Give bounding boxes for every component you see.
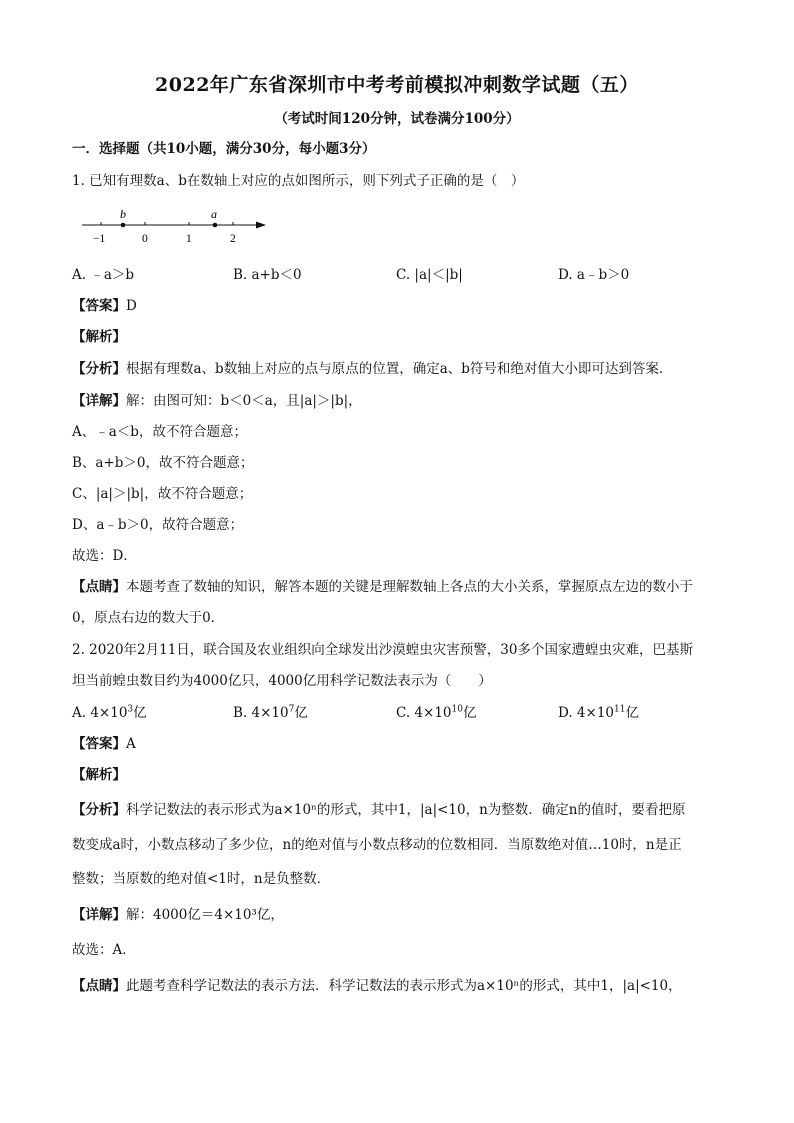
dianjing-text: 此题考查科学记数法的表示方法．科学记数法的表示形式为a×10ⁿ的形式，其中1，|a|<10， <box>126 978 682 994</box>
option-exponent: 7 <box>288 704 295 715</box>
q2-dianjing <box>72 977 734 995</box>
option-exponent: 11 <box>614 704 626 715</box>
fenxi-tag: 【分析】 <box>72 802 126 818</box>
tick-label: 1 <box>186 233 192 245</box>
answer-tag: 【答案】 <box>72 298 126 314</box>
option-text: C. 4×10 <box>396 705 452 721</box>
page-title: 2022年广东省深圳市中考考前模拟冲刺数学试题（五） <box>155 74 639 96</box>
xiangjie-text: 解：由图可知：b＜0＜a，且|a|＞|b|， <box>126 393 362 409</box>
q1-option-a: A. ﹣a＞b <box>72 267 135 283</box>
q1-detail-line: D、a﹣b＞0，故符合题意； <box>72 517 244 533</box>
option-text: B. 4×10 <box>233 705 289 721</box>
xiangjie-text: 解：4000亿＝4×10³亿， <box>126 907 284 923</box>
option-unit: 亿 <box>625 705 639 721</box>
section-heading: 一．选择题（共10小题，满分30分，每小题3分） <box>72 141 376 157</box>
q1-fenxi <box>72 360 734 378</box>
q2-fenxi <box>72 801 734 819</box>
q2-fenxi-cont: 整数；当原数的绝对值<1时，n是负整数． <box>72 871 331 887</box>
option-unit: 亿 <box>133 705 147 721</box>
q2-stem: 2. 2020年2月11日，联合国及农业组织向全球发出沙漠蝗虫灾害预警，30多个国家遭蝗虫灾难，巴基斯 <box>72 642 693 658</box>
answer-tag: 【答案】 <box>72 736 126 752</box>
q2-option-b <box>233 704 308 722</box>
fenxi-text: 根据有理数a、b数轴上对应的点与原点的位置，确定a、b符号和绝对值大小即可达到答案． <box>126 361 673 377</box>
q1-xiangjie <box>72 392 734 410</box>
point-a <box>213 223 218 228</box>
q2-fenxi-cont: 数变成a时，小数点移动了多少位，n的绝对值与小数点移动的位数相同．当原数绝对值…10时，n是正 <box>72 837 682 853</box>
option-text: D. 4×10 <box>558 705 615 721</box>
fenxi-tag: 【分析】 <box>72 361 126 377</box>
q2-option-c <box>396 704 476 722</box>
point-a-label: a <box>211 207 217 221</box>
answer-value: D <box>126 298 137 314</box>
number-line-figure <box>80 205 270 250</box>
answer-value: A <box>126 736 136 752</box>
point-b-label: b <box>120 207 126 221</box>
arrow-icon <box>256 222 266 229</box>
q1-dianjing-cont: 0，原点右边的数大于0． <box>72 610 225 626</box>
q1-answer <box>72 297 734 315</box>
q2-xiangjie <box>72 906 734 924</box>
q2-analysis-tag: 【解析】 <box>72 767 126 783</box>
exam-info: （考试时间120分钟，试卷满分100分） <box>274 111 520 127</box>
q2-conclusion: 故选：A． <box>72 942 136 958</box>
q1-analysis-tag: 【解析】 <box>72 329 126 345</box>
q1-detail-line: C、|a|＞|b|，故不符合题意； <box>72 486 253 502</box>
dianjing-text: 本题考查了数轴的知识，解答本题的关键是理解数轴上各点的大小关系，掌握原点左边的数小于 <box>126 579 693 595</box>
q1-stem: 1. 已知有理数a、b在数轴上对应的点如图所示，则下列式子正确的是（ ） <box>72 173 525 189</box>
option-unit: 亿 <box>294 705 308 721</box>
q1-option-d: D. a﹣b＞0 <box>558 267 630 283</box>
tick-label: −1 <box>93 233 106 245</box>
q1-option-b: B. a+b＜0 <box>233 267 302 283</box>
q1-conclusion: 故选：D． <box>72 548 137 564</box>
q1-detail-line: B、a+b＞0，故不符合题意； <box>72 455 254 471</box>
q2-stem-cont: 坦当前蝗虫数目约为4000亿只，4000亿用科学记数法表示为（ ） <box>72 673 492 689</box>
xiangjie-tag: 【详解】 <box>72 393 126 409</box>
q2-option-d <box>558 704 639 722</box>
option-exponent: 3 <box>127 704 134 715</box>
option-exponent: 10 <box>451 704 463 715</box>
q1-option-c: C. |a|＜|b| <box>396 267 463 283</box>
point-b <box>121 223 126 228</box>
tick-label: 0 <box>142 233 148 245</box>
tick-label: 2 <box>230 233 236 245</box>
fenxi-text: 科学记数法的表示形式为a×10ⁿ的形式，其中1，|a|<10，n为整数．确定n的值时，要看把原 <box>126 802 686 818</box>
q1-dianjing <box>72 578 734 596</box>
dianjing-tag: 【点睛】 <box>72 978 126 994</box>
dianjing-tag: 【点睛】 <box>72 579 126 595</box>
q2-answer <box>72 735 734 753</box>
option-text: A. 4×10 <box>72 705 128 721</box>
option-unit: 亿 <box>462 705 477 721</box>
q1-detail-line: A、﹣a＜b，故不符合题意； <box>72 424 247 440</box>
q2-option-a <box>72 704 147 722</box>
xiangjie-tag: 【详解】 <box>72 907 126 923</box>
